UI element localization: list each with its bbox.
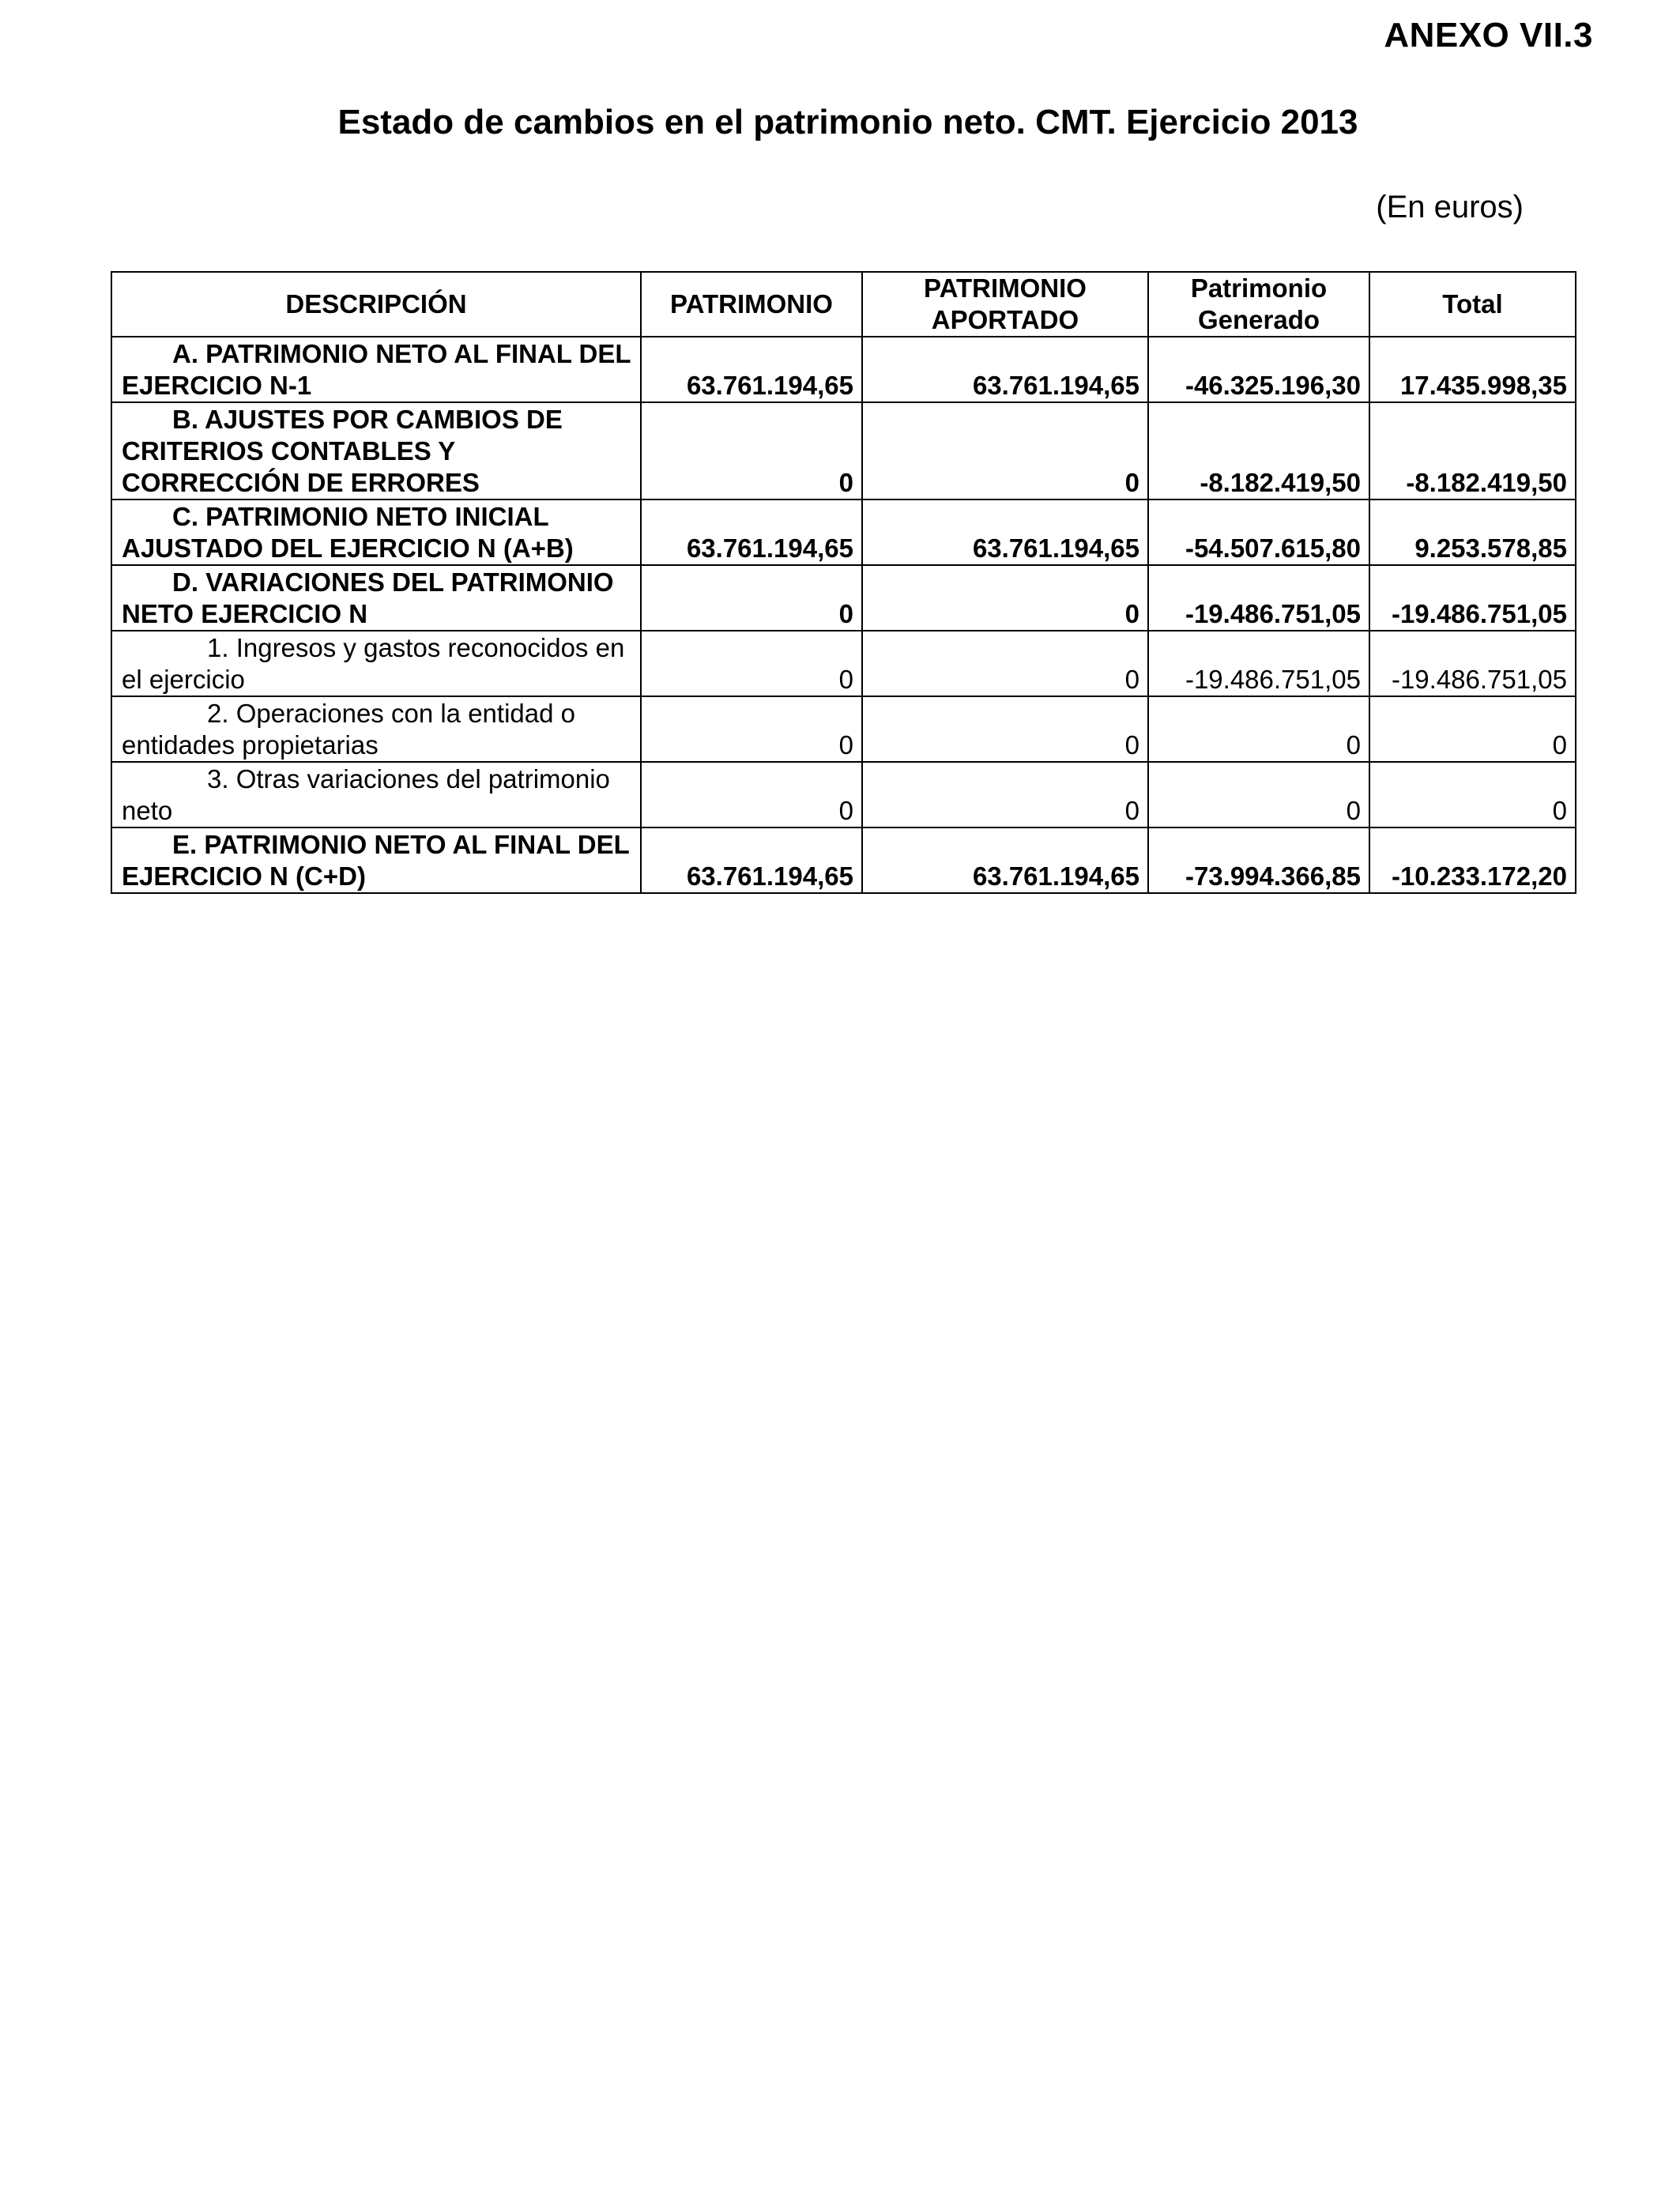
table-row	[111, 762, 1576, 827]
row-aportado: 63.761.194,65	[862, 827, 1148, 893]
row-description: D. VARIACIONES DEL PATRIMONIO NETO EJERCICIO N	[111, 565, 641, 631]
equity-statement-table	[111, 271, 1576, 894]
row-total: 17.435.998,35	[1369, 337, 1576, 402]
row-description: B. AJUSTES POR CAMBIOS DE CRITERIOS CONTABLES Y CORRECCIÓN DE ERRORES	[111, 402, 641, 499]
page-title: Estado de cambios en el patrimonio neto. CMT. Ejercicio 2013	[337, 103, 1358, 141]
row-total: 9.253.578,85	[1369, 499, 1576, 565]
units-note: (En euros)	[1376, 190, 1524, 224]
row-aportado: 0	[862, 696, 1148, 762]
table-row	[111, 337, 1576, 402]
row-description: E. PATRIMONIO NETO AL FINAL DEL EJERCICIO N (C+D)	[111, 827, 641, 893]
row-generado: -8.182.419,50	[1148, 402, 1369, 499]
row-aportado: 0	[862, 631, 1148, 696]
row-aportado: 0	[862, 402, 1148, 499]
row-total: -19.486.751,05	[1369, 631, 1576, 696]
row-generado: 0	[1148, 696, 1369, 762]
table-header-row	[111, 272, 1576, 337]
table-row	[111, 565, 1576, 631]
col-header-aportado-line1: PATRIMONIO	[924, 273, 1087, 303]
row-total: 0	[1369, 762, 1576, 827]
col-header-aportado-line2: APORTADO	[931, 305, 1079, 334]
row-total: -19.486.751,05	[1369, 565, 1576, 631]
row-patrimonio: 63.761.194,65	[641, 827, 862, 893]
table-row	[111, 499, 1576, 565]
row-generado: -19.486.751,05	[1148, 631, 1369, 696]
col-header-patrimonio: PATRIMONIO	[641, 272, 862, 337]
row-total: 0	[1369, 696, 1576, 762]
col-header-patrimonio-aportado	[862, 272, 1148, 337]
row-aportado: 0	[862, 762, 1148, 827]
col-header-total: Total	[1369, 272, 1576, 337]
col-header-descripcion: DESCRIPCIÓN	[111, 272, 641, 337]
col-header-patrimonio-generado	[1148, 272, 1369, 337]
row-generado: 0	[1148, 762, 1369, 827]
row-patrimonio: 63.761.194,65	[641, 337, 862, 402]
row-patrimonio: 0	[641, 696, 862, 762]
row-patrimonio: 0	[641, 631, 862, 696]
row-total: -8.182.419,50	[1369, 402, 1576, 499]
row-aportado: 63.761.194,65	[862, 337, 1148, 402]
table-row	[111, 827, 1576, 893]
row-aportado: 63.761.194,65	[862, 499, 1148, 565]
row-patrimonio: 0	[641, 762, 862, 827]
row-generado: -46.325.196,30	[1148, 337, 1369, 402]
row-description: 1. Ingresos y gastos reconocidos en el ejercicio	[111, 631, 641, 696]
table-row	[111, 631, 1576, 696]
row-description: A. PATRIMONIO NETO AL FINAL DEL EJERCICIO N-1	[111, 337, 641, 402]
row-total: -10.233.172,20	[1369, 827, 1576, 893]
row-description: 2. Operaciones con la entidad o entidades propietarias	[111, 696, 641, 762]
row-description: 3. Otras variaciones del patrimonio neto	[111, 762, 641, 827]
annex-label: ANEXO VII.3	[1384, 16, 1593, 55]
row-aportado: 0	[862, 565, 1148, 631]
row-patrimonio: 63.761.194,65	[641, 499, 862, 565]
col-header-generado-line1: Patrimonio	[1190, 273, 1328, 303]
col-header-generado-line2: Generado	[1197, 305, 1320, 334]
row-generado: -73.994.366,85	[1148, 827, 1369, 893]
row-generado: -19.486.751,05	[1148, 565, 1369, 631]
table-row	[111, 696, 1576, 762]
row-description: C. PATRIMONIO NETO INICIAL AJUSTADO DEL EJERCICIO N (A+B)	[111, 499, 641, 565]
table-row	[111, 402, 1576, 499]
row-patrimonio: 0	[641, 402, 862, 499]
row-patrimonio: 0	[641, 565, 862, 631]
row-generado: -54.507.615,80	[1148, 499, 1369, 565]
